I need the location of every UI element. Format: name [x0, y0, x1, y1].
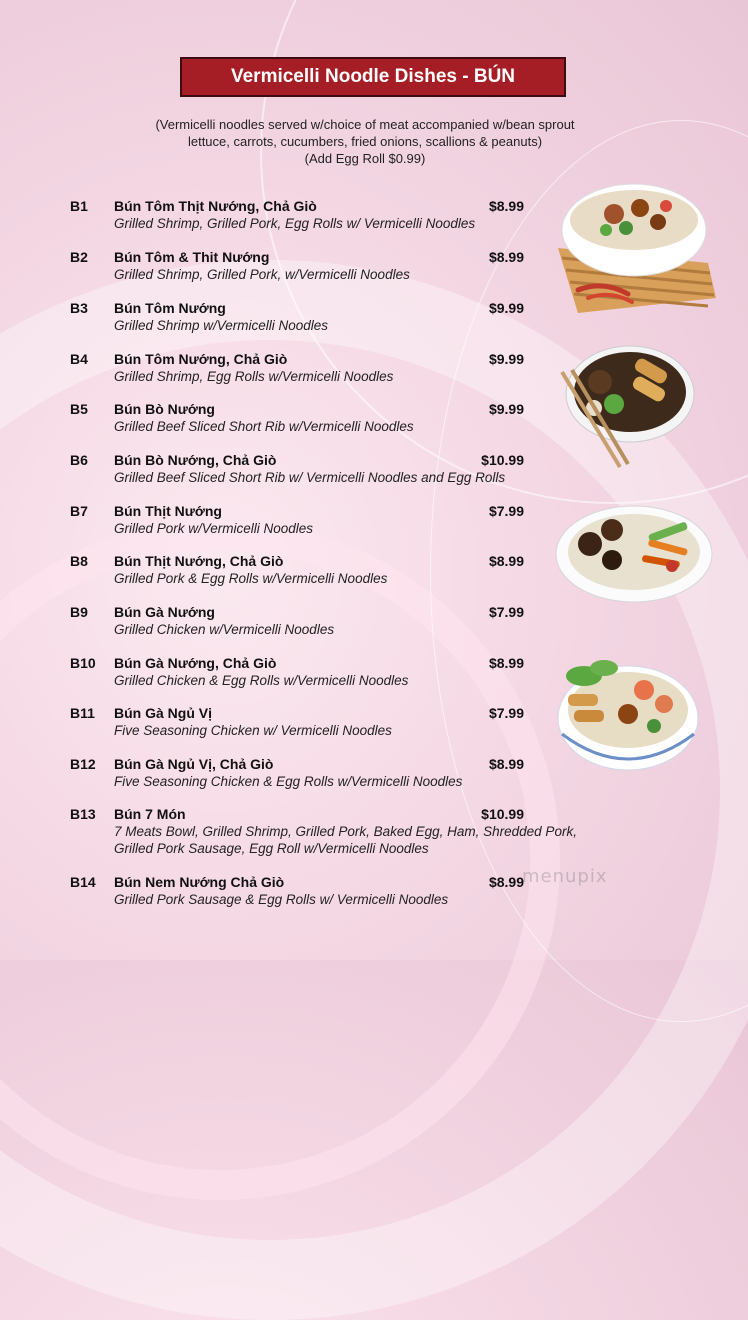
item-code: B6 — [70, 452, 88, 468]
item-name: Bún Tôm & Thit Nướng — [114, 249, 270, 265]
noodles — [570, 190, 698, 250]
menu-intro — [100, 116, 630, 167]
item-description: Grilled Shrimp, Grilled Pork, w/Vermicelli Noodles — [114, 267, 410, 282]
item-price: $7.99 — [488, 705, 524, 721]
item-description: Five Seasoning Chicken & Egg Rolls w/Vermicelli Noodles — [114, 774, 463, 789]
item-price: $9.99 — [488, 300, 524, 316]
watermark: menupix — [522, 866, 608, 887]
item-price: $10.99 — [481, 452, 524, 468]
item-name: Bún Gà Nướng — [114, 604, 215, 620]
item-code: B10 — [70, 655, 96, 671]
menu-item — [0, 604, 748, 652]
item-name: Bún 7 Món — [114, 806, 186, 822]
item-code: B14 — [70, 874, 96, 890]
item-description: Grilled Pork Sausage & Egg Rolls w/ Vermicelli Noodles — [114, 892, 449, 907]
item-description: Grilled Beef Sliced Short Rib w/ Vermicelli Noodles and Egg Rolls — [114, 470, 506, 485]
item-price: $7.99 — [488, 604, 524, 620]
menu-item — [0, 874, 748, 922]
item-price: $8.99 — [488, 249, 524, 265]
dish-photo-plate-with-chopsticks — [548, 342, 698, 472]
item-name: Bún Thịt Nướng — [114, 503, 222, 519]
item-code: B13 — [70, 806, 96, 822]
item-description: Grilled Shrimp, Egg Rolls w/Vermicelli Noodles — [114, 369, 394, 384]
item-code: B1 — [70, 198, 88, 214]
item-price: $8.99 — [488, 655, 524, 671]
item-name: Bún Tôm Nướng, Chả Giò — [114, 351, 288, 367]
item-price: $8.99 — [488, 756, 524, 772]
item-description: Grilled Shrimp, Grilled Pork, Egg Rolls w/ Vermicelli Noodles — [114, 216, 476, 231]
item-name: Bún Thịt Nướng, Chả Giò — [114, 553, 284, 569]
item-code: B9 — [70, 604, 88, 620]
item-name: Bún Gà Ngủ Vị, Chả Giò — [114, 756, 274, 772]
item-price: $8.99 — [488, 874, 524, 890]
item-description-line: Grilled Pork Sausage, Egg Roll w/Vermicelli Noodles — [114, 841, 429, 856]
item-name: Bún Tôm Nướng — [114, 300, 226, 316]
dish-photo-plate — [552, 500, 716, 606]
item-description-line: 7 Meats Bowl, Grilled Shrimp, Grilled Pork, Baked Egg, Ham, Shredded Pork, — [114, 824, 577, 839]
item-name: Bún Gà Ngủ Vị — [114, 705, 212, 721]
item-price: $10.99 — [481, 806, 524, 822]
item-price: $9.99 — [488, 401, 524, 417]
item-code: B5 — [70, 401, 88, 417]
item-code: B2 — [70, 249, 88, 265]
item-code: B4 — [70, 351, 88, 367]
item-description: Five Seasoning Chicken w/ Vermicelli Noodles — [114, 723, 392, 738]
intro-line: (Add Egg Roll $0.99) — [304, 151, 426, 166]
item-code: B7 — [70, 503, 88, 519]
item-description: Grilled Pork & Egg Rolls w/Vermicelli Noodles — [114, 571, 388, 586]
item-name: Bún Tôm Thịt Nướng, Chả Giò — [114, 198, 317, 214]
item-name: Bún Gà Nướng, Chả Giò — [114, 655, 277, 671]
item-name: Bún Bò Nướng — [114, 401, 215, 417]
item-description: Grilled Pork w/Vermicelli Noodles — [114, 521, 314, 536]
item-description: Grilled Beef Sliced Short Rib w/Vermicelli Noodles — [114, 419, 414, 434]
dish-photo-bowl-on-mat — [548, 178, 720, 318]
menu-item — [0, 806, 748, 866]
dish-photo-bowl — [554, 654, 702, 776]
item-description — [114, 823, 577, 857]
menu-title — [180, 57, 566, 97]
item-description: Grilled Chicken & Egg Rolls w/Vermicelli Noodles — [114, 673, 409, 688]
intro-line: (Vermicelli noodles served w/choice of meat accompanied w/bean sprout — [155, 117, 575, 132]
item-code: B12 — [70, 756, 96, 772]
item-price: $7.99 — [488, 503, 524, 519]
menu-title-text: Vermicelli Noodle Dishes - BÚN — [230, 66, 516, 87]
item-price: $8.99 — [488, 198, 524, 214]
item-code: B8 — [70, 553, 88, 569]
item-price: $8.99 — [488, 553, 524, 569]
item-description: Grilled Chicken w/Vermicelli Noodles — [114, 622, 335, 637]
intro-line: lettuce, carrots, cucumbers, fried onions, scallions & peanuts) — [187, 134, 543, 149]
item-name: Bún Nem Nướng Chả Giò — [114, 874, 285, 890]
item-code: B3 — [70, 300, 88, 316]
item-description: Grilled Shrimp w/Vermicelli Noodles — [114, 318, 329, 333]
item-code: B11 — [70, 705, 95, 721]
item-price: $9.99 — [488, 351, 524, 367]
item-name: Bún Bò Nướng, Chả Giò — [114, 452, 277, 468]
